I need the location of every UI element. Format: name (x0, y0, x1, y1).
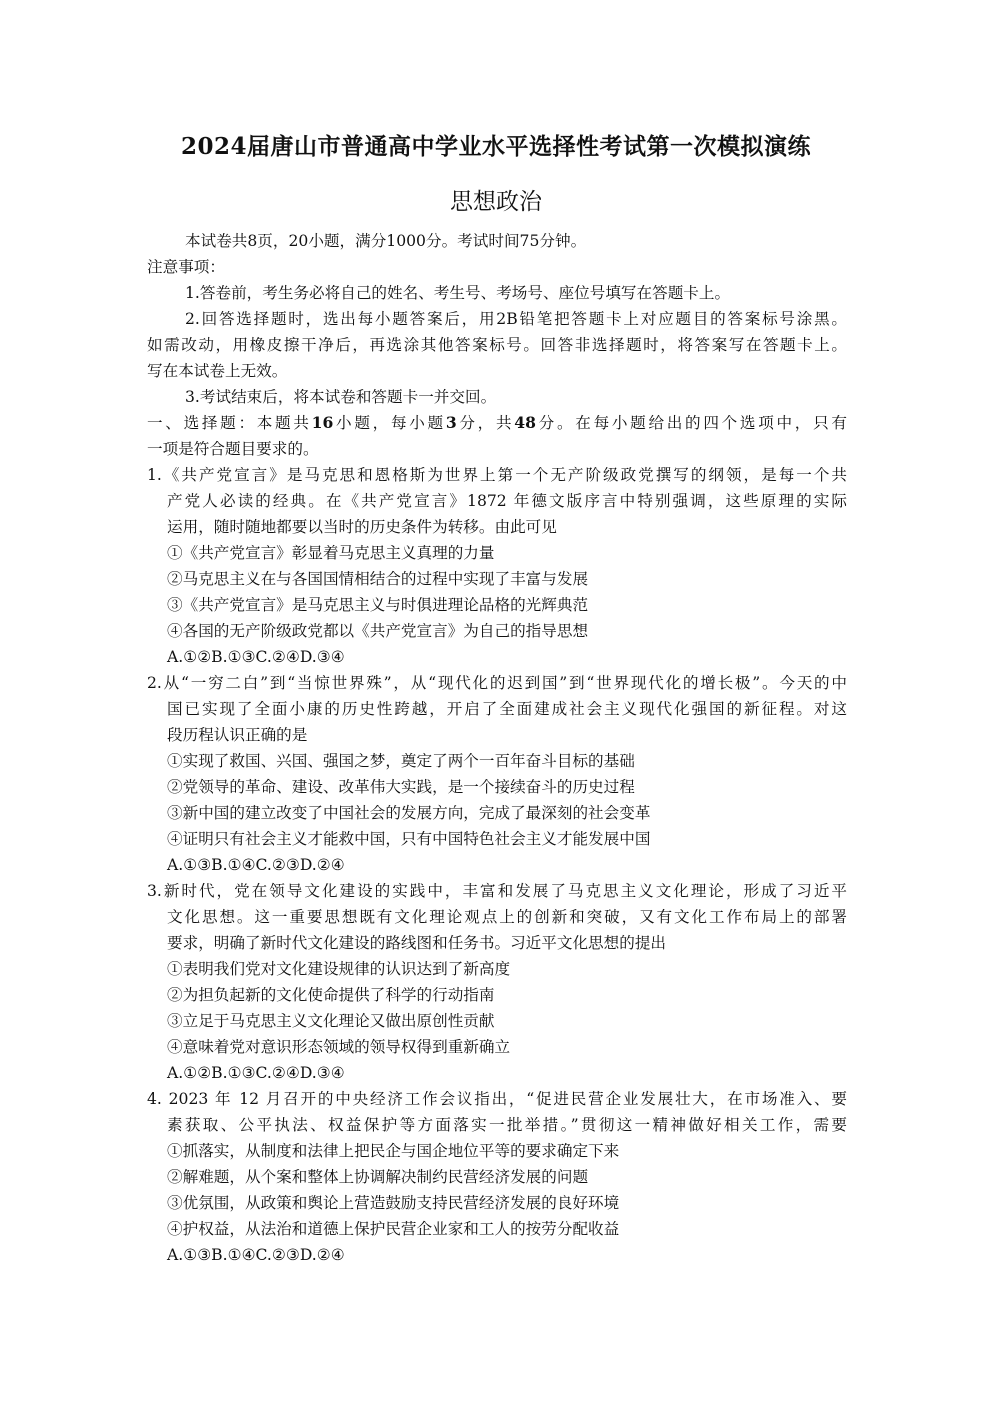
question-statement: ①表明我们党对文化建设规律的认识达到了新高度 (167, 960, 511, 978)
question-statement: ④护权益，从法治和道德上保护民营企业家和工人的按劳分配收益 (167, 1220, 620, 1238)
question-options: A.①③B.①④C.②③D.②④ (167, 856, 345, 874)
question-stem: 段历程认识正确的是 (167, 726, 308, 744)
question-stem: 1.《共产党宣言》是马克思和恩格斯为世界上第一个无产阶级政党撰写的纲领，是每一个共 (147, 466, 847, 484)
question-stem: 要求，明确了新时代文化建设的路线图和任务书。习近平文化思想的提出 (167, 934, 667, 952)
question-stem: 文化思想。这一重要思想既有文化理论观点上的创新和突破，又有文化工作布局上的部署 (167, 908, 847, 926)
question-4 (147, 1086, 847, 1268)
exam-body (147, 228, 847, 1268)
question-statement: ④意味着党对意识形态领域的领导权得到重新确立 (167, 1038, 511, 1056)
question-stem: 国已实现了全面小康的历史性跨越，开启了全面建成社会主义现代化强国的新征程。对这 (167, 700, 847, 718)
points-per-question: 3 (445, 413, 457, 432)
notice-label: 注意事项： (147, 258, 225, 276)
total-points: 48 (514, 413, 536, 432)
notice-item: 1.答卷前，考生务必将自己的姓名、考生号、考场号、座位号填写在答题卡上。 (185, 284, 731, 302)
notice-item-continued: 如需改动，用橡皮擦干净后，再选涂其他答案标号。回答非选择题时，将答案写在答题卡上。 (147, 336, 847, 354)
section-heading-part: 分，共 (456, 414, 515, 432)
exam-subject: 思想政治 (450, 189, 542, 215)
question-statement: ③新中国的建立改变了中国社会的发展方向，完成了最深刻的社会变革 (167, 804, 651, 822)
exam-summary: 本试卷共8页，20小题，满分1000分。考试时间75分钟。 (185, 232, 587, 250)
question-statement: ④证明只有社会主义才能救中国，只有中国特色社会主义才能发展中国 (167, 830, 651, 848)
question-options: A.①③B.①④C.②③D.②④ (167, 1246, 345, 1264)
question-statement: ①《共产党宣言》彰显着马克思主义真理的力量 (167, 544, 495, 562)
question-statement: ②马克思主义在与各国国情相结合的过程中实现了丰富与发展 (167, 570, 589, 588)
section-heading-continued: 一项是符合题目要求的。 (147, 440, 319, 458)
question-options: A.①②B.①③C.②④D.③④ (167, 648, 345, 666)
question-stem: 素获取、公平执法、权益保护等方面落实一批举措。”贯彻这一精神做好相关工作，需要 (167, 1116, 847, 1134)
question-stem: 产党人必读的经典。在《共产党宣言》1872 年德文版序言中特别强调，这些原理的实际 (167, 492, 847, 510)
exam-title: 2024届唐山市普通高中学业水平选择性考试第一次模拟演练 (180, 133, 811, 160)
section-heading-part: 小题，每小题 (333, 414, 446, 432)
notice-item-continued: 写在本试卷上无效。 (147, 362, 288, 380)
section-heading (147, 410, 847, 436)
question-count: 16 (311, 413, 334, 432)
question-statement: ③立足于马克思主义文化理论又做出原创性贡献 (167, 1012, 495, 1030)
question-statement: ②为担负起新的文化使命提供了科学的行动指南 (167, 986, 495, 1004)
notice-item: 3.考试结束后，将本试卷和答题卡一并交回。 (185, 388, 497, 406)
section-heading-part: 一、选择题：本题共 (147, 414, 312, 432)
question-statement: ①抓落实，从制度和法律上把民企与国企地位平等的要求确定下来 (167, 1142, 620, 1160)
question-1 (147, 462, 847, 670)
notice-item: 2.回答选择题时，选出每小题答案后，用2B铅笔把答题卡上对应题目的答案标号涂黑。 (185, 310, 847, 328)
question-2 (147, 670, 847, 878)
question-statement: ②解难题，从个案和整体上协调解决制约民营经济发展的问题 (167, 1168, 589, 1186)
question-statement: ④各国的无产阶级政党都以《共产党宣言》为自己的指导思想 (167, 622, 589, 640)
question-3 (147, 878, 847, 1086)
question-statement: ①实现了救国、兴国、强国之梦，奠定了两个一百年奋斗目标的基础 (167, 752, 635, 770)
question-stem: 运用，随时随地都要以当时的历史条件为转移。由此可见 (167, 518, 557, 536)
question-options: A.①②B.①③C.②④D.③④ (167, 1064, 345, 1082)
question-statement: ②党领导的革命、建设、改革伟大实践，是一个接续奋斗的历史过程 (167, 778, 635, 796)
question-stem: 3.新时代，党在领导文化建设的实践中，丰富和发展了马克思主义文化理论，形成了习近平 (147, 882, 847, 900)
question-stem: 4. 2023 年 12 月召开的中央经济工作会议指出，“促进民营企业发展壮大，在市场准入、要 (147, 1090, 847, 1108)
question-statement: ③《共产党宣言》是马克思主义与时俱进理论品格的光辉典范 (167, 596, 589, 614)
section-heading-part: 分。在每小题给出的四个选项中，只有 (535, 414, 847, 432)
question-stem: 2.从“一穷二白”到“当惊世界殊”，从“现代化的迟到国”到“世界现代化的增长极”。今天的中 (147, 674, 847, 692)
question-statement: ③优氛围，从政策和舆论上营造鼓励支持民营经济发展的良好环境 (167, 1194, 620, 1212)
